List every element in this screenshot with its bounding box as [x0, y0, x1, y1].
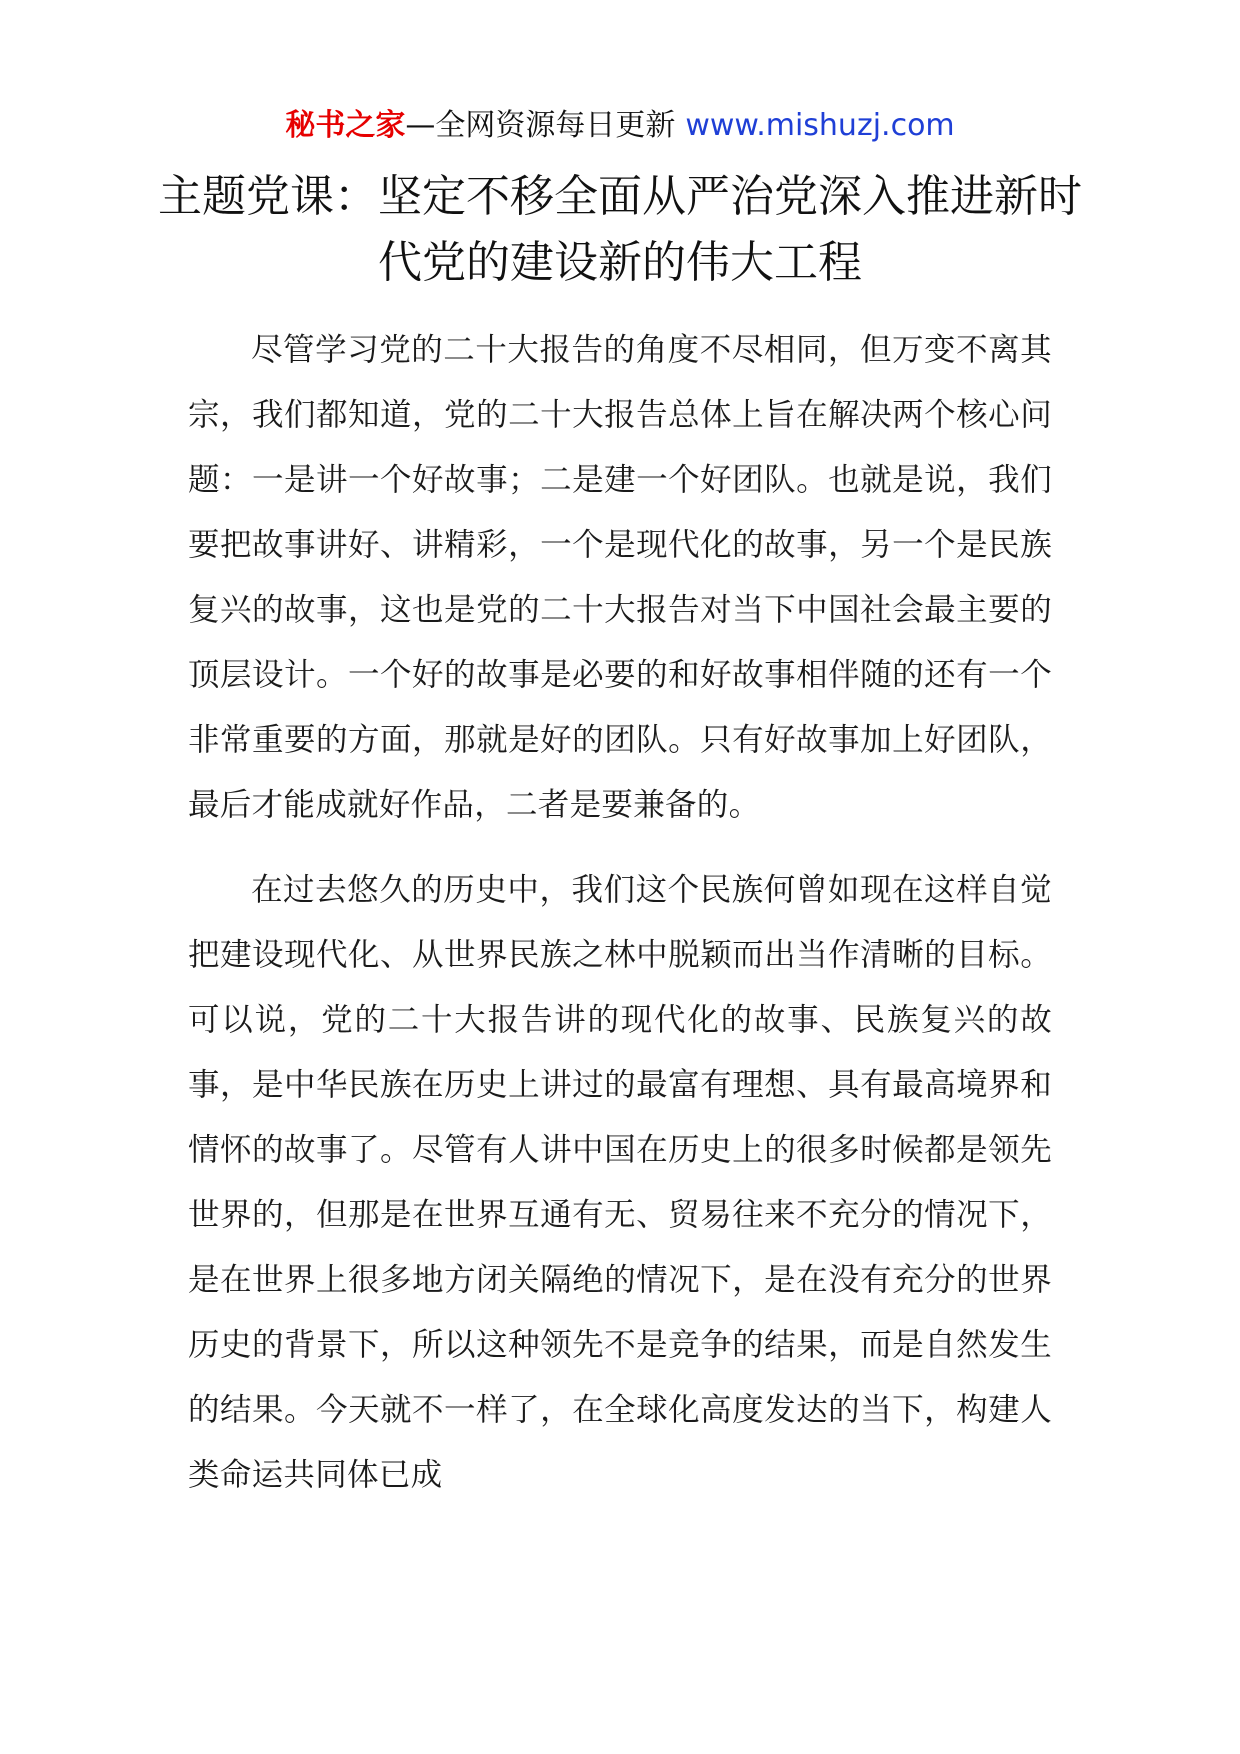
site-url-link[interactable]: www.mishuzj.com — [685, 108, 955, 143]
site-header — [0, 104, 1240, 148]
paragraph-1: 尽管学习党的二十大报告的角度不尽相同，但万变不离其宗，我们都知道，党的二十大报告总体上旨在解决两个核心问题：一是讲一个好故事；二是建一个好团队。也就是说，我们要把故事讲好、讲精彩，一个是现代化的故事，另一个是民族复兴的故事，这也是党的二十大报告对当下中国社会最主要的顶层设计。一个好的故事是必要的和好故事相伴随的还有一个非常重要的方面，那就是好的团队。只有好故事加上好团队，最后才能成就好作品，二者是要兼备的。 — [188, 332, 1052, 823]
paragraph-2: 在过去悠久的历史中，我们这个民族何曾如现在这样自觉把建设现代化、从世界民族之林中脱颖而出当作清晰的目标。可以说，党的二十大报告讲的现代化的故事、民族复兴的故事，是中华民族在历史上讲过的最富有理想、具有最高境界和情怀的故事了。尽管有人讲中国在历史上的很多时候都是领先世界的，但那是在世界互通有无、贸易往来不充分的情况下，是在世界上很多地方闭关隔绝的情况下，是在没有充分的世界历史的背景下，所以这种领先不是竞争的结果，而是自然发生的结果。今天就不一样了，在全球化高度发达的当下，构建人类命运共同体已成 — [188, 872, 1052, 1493]
document-body — [188, 318, 1052, 1528]
brand-name: 秘书之家 — [285, 108, 406, 143]
document-title: 主题党课：坚定不移全面从严治党深入推进新时代党的建设新的伟大工程 — [158, 171, 1082, 288]
header-tagline: —全网资源每日更新 — [405, 108, 676, 143]
